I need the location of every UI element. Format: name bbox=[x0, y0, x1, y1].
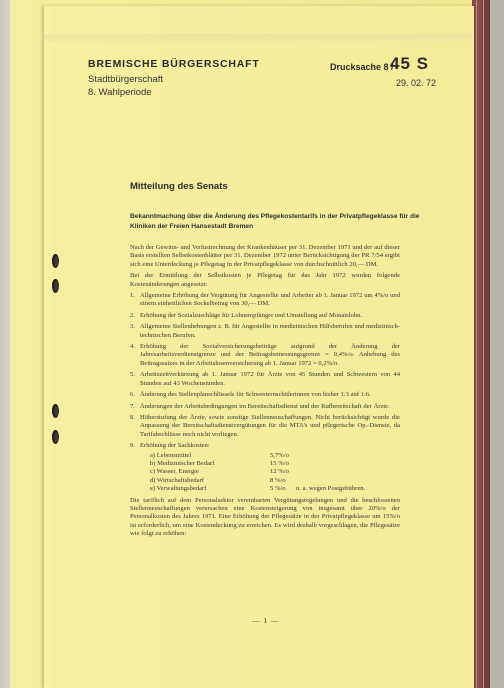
material-cost-table bbox=[150, 452, 400, 494]
item-number: 7. bbox=[130, 402, 135, 410]
binder-spine bbox=[472, 0, 488, 688]
punch-hole bbox=[52, 404, 59, 418]
item-text: Arbeitszeitverkürzung ab 1. Januar 1972 für Ärzte von 45 Stunden und Schwestern von 44 Stunden auf 43 Wochenstunden. bbox=[140, 371, 400, 387]
item-text: Erhöhung der Sozialversicherungsbeiträge aufgrund der Änderung der Jahresarbeitsverdienstgrenze und der Beitragsbemessungsgrenze = 0,4%/o. Anhebung des Beitragssatzes in der Arbeitslosenversicherung ab 1. Januar 1972 = 0,2%/o. bbox=[140, 343, 400, 367]
item-text: Allgemeine Stellenhebungen z. B. für Angestellte in medizinischen Hilfsberufen und medizinisch-technischen Berufen. bbox=[140, 323, 400, 339]
item-number: 4. bbox=[130, 343, 135, 351]
item-text: Erhöhung der Sachkosten: bbox=[140, 442, 210, 450]
list-item bbox=[130, 292, 400, 309]
page-edge-shadow bbox=[44, 34, 472, 42]
item-text: Änderungen der Arbeitsbedingungen im Bereitschaftsdienst und der Rufbereitschaft der Ärzte. bbox=[140, 402, 390, 410]
parliament-title: BREMISCHE BÜRGERSCHAFT bbox=[88, 58, 260, 70]
cost-change-list bbox=[130, 292, 400, 494]
item-text: Änderung des Stellenplanschlüssels für Schwesternschülerinnen von bisher 1:3 auf 1:6. bbox=[140, 391, 371, 399]
table-row bbox=[150, 452, 400, 460]
punch-hole bbox=[52, 279, 59, 293]
list-item bbox=[130, 391, 400, 399]
legislative-period: 8. Wahlperiode bbox=[88, 87, 152, 98]
paragraph: Nach der Gewinn- und Verlustrechnung der Krankenhäuser per 31. Dezember 1971 und der auf dieser Basis erstellten Selbstkostenblätter per 31. Dezember 1972 unter Berücksichtigung der PR 7/54 ergibt sich eine Unterdeckung je Pflegetag in der Privatpflegeklasse von durchschnittlich 20,— DM. bbox=[130, 244, 400, 268]
cost-label: c) Wasser, Energie bbox=[150, 468, 199, 476]
item-number: 1. bbox=[130, 292, 135, 300]
drucksache-number: 45 S bbox=[390, 54, 429, 73]
parliament-subtitle: Stadtbürgerschaft bbox=[88, 74, 163, 85]
cost-label: a) Lebensmittel bbox=[150, 451, 192, 459]
punch-hole bbox=[52, 430, 59, 444]
list-item bbox=[130, 403, 400, 411]
cost-note: u. a. wegen Postgebühren. bbox=[296, 485, 366, 493]
document-body bbox=[130, 244, 400, 542]
cost-value: 5,7%/o bbox=[270, 451, 289, 459]
table-row bbox=[150, 477, 400, 485]
page-number: — 1 — bbox=[252, 616, 280, 625]
item-number: 8. bbox=[130, 413, 135, 421]
item-number: 2. bbox=[130, 311, 135, 319]
document-heading: Mitteilung des Senats bbox=[130, 181, 228, 192]
list-item bbox=[130, 323, 400, 340]
list-item bbox=[130, 312, 400, 320]
punch-hole bbox=[52, 254, 59, 268]
cost-label: d) Wirtschaftsbedarf bbox=[150, 476, 204, 484]
cost-value: 15 %/o bbox=[270, 459, 289, 467]
item-text: Allgemeine Erhöhung der Vergütung für Angestellte und Arbeiter ab 1. Januar 1972 um 4%/o und einem einheitlichen Sockelbetrag von 30,— DM. bbox=[140, 292, 400, 308]
list-item bbox=[130, 343, 400, 368]
item-number: 6. bbox=[130, 391, 135, 399]
item-text: Höherstufung der Ärzte, sowie sonstige Stellenneuschaffungen. Nicht berücksichtigt wurde die Anpassung der Bereitschaftsdienstvergütungen für die MTA's und pflegerische Op.-Dienste, da Tarifabschlüsse noch nicht vorliegen. bbox=[140, 413, 400, 438]
item-text: Erhöhung der Sozialzuschläge für Lohnempfänger und Umstellung auf Monatslohn. bbox=[140, 311, 363, 319]
list-item bbox=[130, 442, 400, 493]
cost-value: 5 %/o bbox=[270, 485, 286, 493]
drucksache-label: Drucksache 8 / bbox=[330, 62, 394, 72]
paragraph: Bei der Ermittlung der Selbstkosten je Pflegetag für das Jahr 1972 wurden folgende Kostenänderungen angesetzt: bbox=[130, 272, 400, 288]
list-item bbox=[130, 414, 400, 439]
document-subheading: Bekanntmachung über die Änderung des Pflegekostentarifs in der Privatpflegeklasse für die Kliniken der Freien Hansestadt Bremen bbox=[130, 213, 420, 230]
table-row bbox=[150, 460, 400, 468]
cost-value: 12 %/o bbox=[270, 468, 289, 476]
table-row bbox=[150, 485, 400, 493]
item-number: 9. bbox=[130, 442, 135, 450]
document-date: 29. 02. 72 bbox=[396, 78, 437, 88]
item-number: 5. bbox=[130, 371, 135, 379]
cost-label: e) Verwaltungsbedarf bbox=[150, 485, 207, 493]
item-number: 3. bbox=[130, 323, 135, 331]
closing-paragraph: Die tariflich auf dem Personalsektor vereinbarten Vergütungsregelungen und die beschlossenen Stellenneuschaffungen verursachen eine Kostensteigerung von insgesamt über 20%/o der Personalkosten des Jahres 1971. Eine Erhöhung der Pflegesätze in der Privatpflegeklasse um 15%/o ist erforderlich, um eine Kostendeckung zu erreichen. Es wird deshalb vorgeschlagen, die Pflegesätze wie folgt zu erhöhen: bbox=[130, 496, 400, 538]
cost-label: b) Medizinischer Bedarf bbox=[150, 459, 215, 467]
list-item bbox=[130, 371, 400, 388]
cost-value: 8 %/o bbox=[270, 476, 286, 484]
table-row bbox=[150, 468, 400, 476]
